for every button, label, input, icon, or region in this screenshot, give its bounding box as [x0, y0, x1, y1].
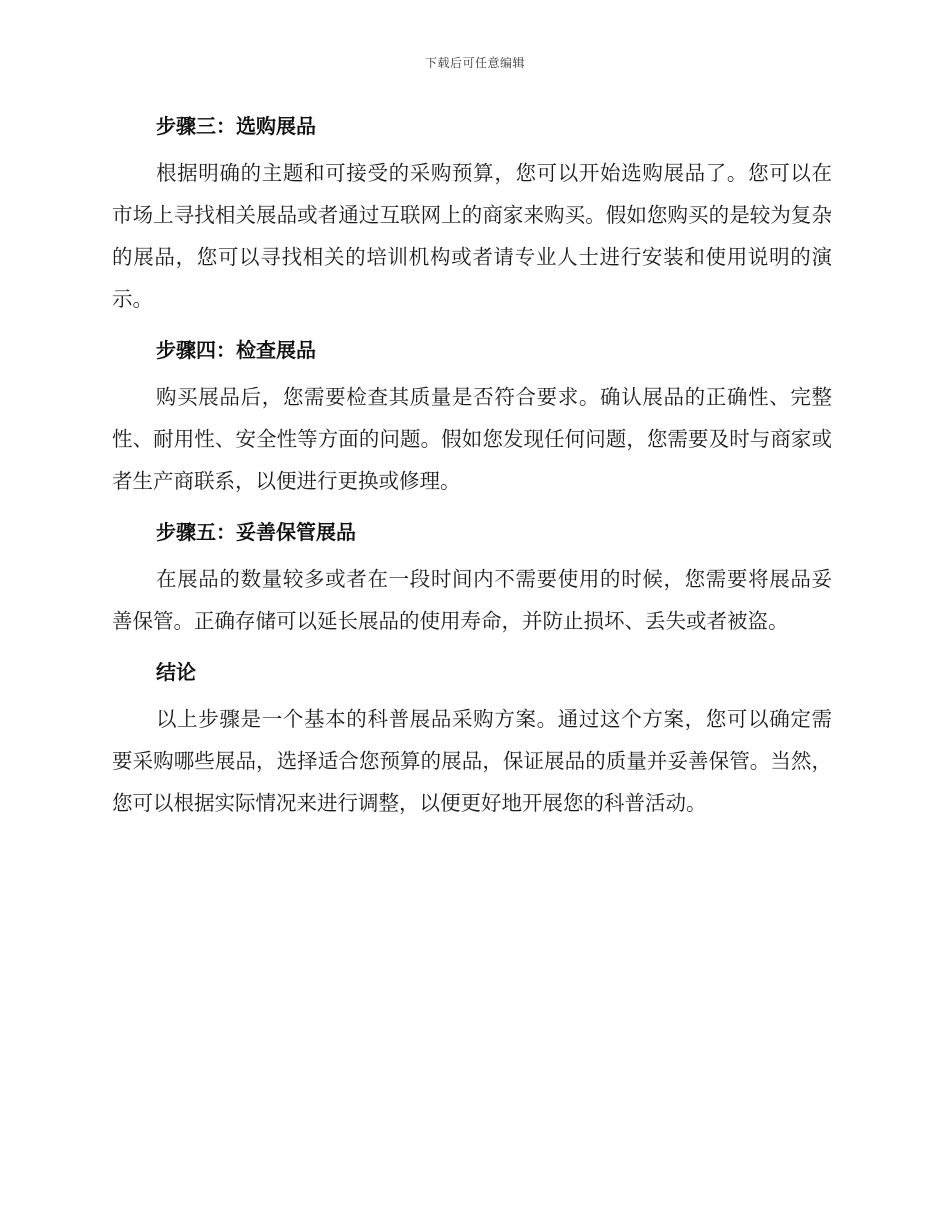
section-heading: 结论	[156, 660, 196, 684]
page-header: 下载后可任意编辑	[424, 56, 525, 70]
section-heading: 步骤四：检查展品	[156, 338, 316, 362]
section-heading: 步骤三：选购展品	[156, 114, 316, 138]
document-body	[112, 108, 832, 824]
section-step-five	[112, 514, 832, 642]
section-conclusion	[112, 654, 832, 824]
section-heading: 步骤五：妥善保管展品	[156, 520, 356, 544]
section-paragraph: 根据明确的主题和可接受的采购预算，您可以开始选购展品了。您可以在市场上寻找相关展品或者通过互联网上的商家来购买。假如您购买的是较为复杂的展品，您可以寻找相关的培训机构或者请专业人士进行安装和使用说明的演示。	[112, 161, 832, 311]
section-paragraph: 在展品的数量较多或者在一段时间内不需要使用的时候，您需要将展品妥善保管。正确存储可以延长展品的使用寿命，并防止损坏、丢失或者被盗。	[112, 567, 832, 633]
section-paragraph: 以上步骤是一个基本的科普展品采购方案。通过这个方案，您可以确定需要采购哪些展品，选择适合您预算的展品，保证展品的质量并妥善保管。当然，您可以根据实际情况来进行调整，以便更好地开展您的科普活动。	[112, 707, 832, 815]
section-paragraph: 购买展品后，您需要检查其质量是否符合要求。确认展品的正确性、完整性、耐用性、安全性等方面的问题。假如您发现任何问题，您需要及时与商家或者生产商联系，以便进行更换或修理。	[112, 385, 832, 493]
section-step-three	[112, 108, 832, 320]
section-step-four	[112, 332, 832, 502]
